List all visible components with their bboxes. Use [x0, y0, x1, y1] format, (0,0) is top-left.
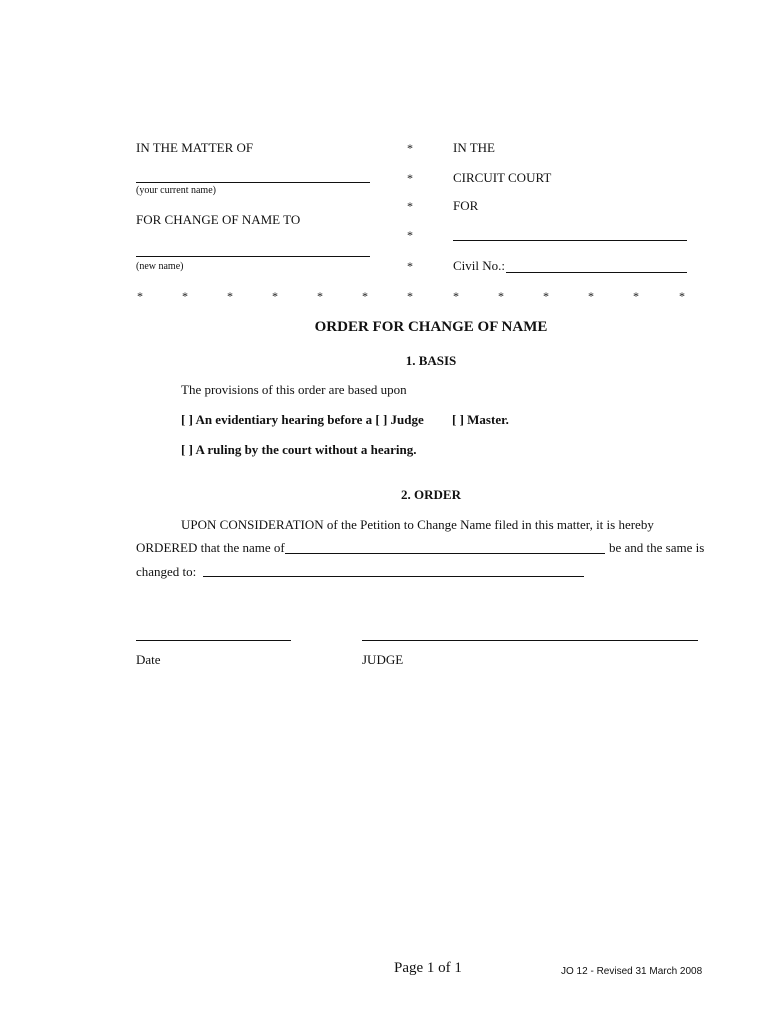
- separator-star: *: [543, 289, 549, 303]
- separator-star: *: [272, 289, 278, 303]
- order-line-2-suffix: be and the same is: [609, 540, 705, 555]
- new-name-label: (new name): [136, 261, 184, 272]
- date-label: Date: [136, 652, 161, 667]
- document-title: ORDER FOR CHANGE OF NAME: [314, 319, 548, 335]
- caption-star: *: [407, 141, 413, 155]
- caption-star: *: [407, 259, 413, 273]
- changed-name-field[interactable]: [203, 576, 584, 577]
- separator-star: *: [498, 289, 504, 303]
- separator-star: *: [227, 289, 233, 303]
- caption-star: *: [407, 228, 413, 242]
- page-number: Page 1 of 1: [394, 960, 462, 976]
- for-change-of-name-to-label: FOR CHANGE OF NAME TO: [136, 212, 301, 227]
- circuit-court-label: CIRCUIT COURT: [453, 170, 552, 185]
- judge-signature-field[interactable]: [362, 640, 698, 641]
- basis-option-master[interactable]: [ ] Master.: [452, 412, 509, 427]
- order-heading: 2. ORDER: [401, 487, 461, 502]
- order-line-3-prefix: changed to:: [136, 564, 197, 579]
- county-field[interactable]: [453, 240, 687, 241]
- in-the-matter-of-label: IN THE MATTER OF: [136, 140, 254, 155]
- separator-star: *: [588, 289, 594, 303]
- form-id: JO 12 - Revised 31 March 2008: [561, 966, 703, 977]
- date-field[interactable]: [136, 640, 291, 641]
- current-name-label: (your current name): [136, 185, 216, 196]
- separator-star: *: [182, 289, 188, 303]
- in-the-label: IN THE: [453, 140, 496, 155]
- civil-no-field[interactable]: [506, 272, 687, 273]
- separator-star: *: [679, 289, 685, 303]
- former-name-field[interactable]: [285, 553, 605, 554]
- for-label: FOR: [453, 198, 479, 213]
- judge-label: JUDGE: [362, 652, 404, 667]
- order-line-1: UPON CONSIDERATION of the Petition to Change Name filed in this matter, it is hereby: [181, 517, 654, 532]
- caption-star: *: [407, 199, 413, 213]
- separator-star: *: [137, 289, 143, 303]
- separator-star: *: [317, 289, 323, 303]
- separator-star: *: [407, 289, 413, 303]
- current-name-field[interactable]: [136, 182, 370, 183]
- order-line-2-prefix: ORDERED that the name of: [136, 540, 285, 555]
- basis-heading: 1. BASIS: [405, 353, 457, 368]
- separator-star: *: [362, 289, 368, 303]
- new-name-field[interactable]: [136, 256, 370, 257]
- basis-option-hearing[interactable]: [ ] An evidentiary hearing before a [ ] Judge: [181, 412, 424, 427]
- basis-intro: The provisions of this order are based upon: [181, 382, 407, 397]
- separator-star: *: [453, 289, 459, 303]
- separator-star: *: [633, 289, 639, 303]
- caption-star: *: [407, 171, 413, 185]
- basis-option-no-hearing[interactable]: [ ] A ruling by the court without a hearing.: [181, 442, 417, 457]
- civil-no-label: Civil No.:: [453, 258, 506, 273]
